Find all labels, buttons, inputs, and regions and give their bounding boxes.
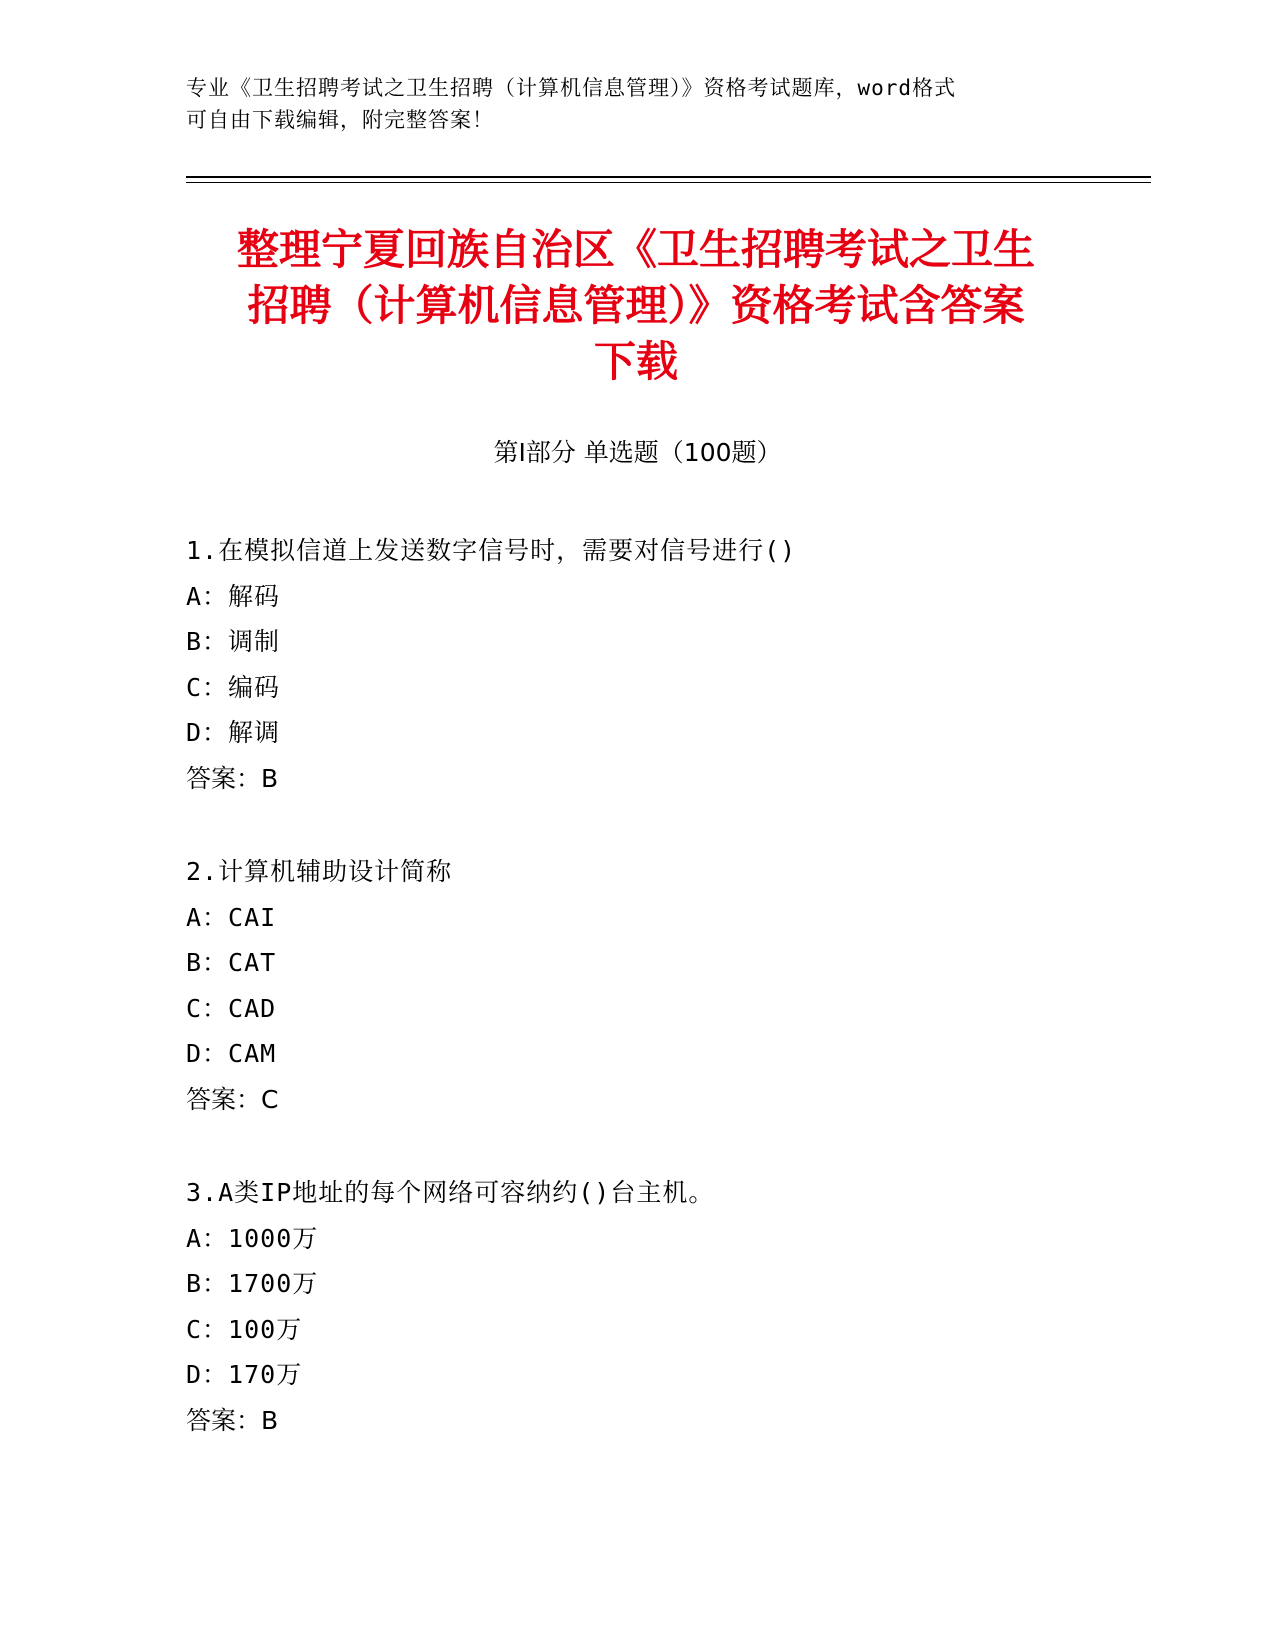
- option-a: A：解码: [186, 581, 281, 611]
- question-3: [186, 1170, 1146, 1443]
- question-stem: 2.计算机辅助设计简称: [186, 857, 453, 886]
- option-b: B：调制: [186, 627, 281, 656]
- document-title: [186, 222, 1086, 390]
- question-list: [186, 528, 1146, 1491]
- option-d: D：170万: [186, 1360, 303, 1389]
- option-a: A：CAI: [186, 902, 277, 932]
- question-2: [186, 849, 1146, 1122]
- document-title-line-2: 招聘（计算机信息管理）》资格考试含答案: [247, 281, 1025, 330]
- option-d: D：解调: [186, 718, 281, 747]
- option-c: C：编码: [186, 672, 281, 702]
- document-title-line-3: 下载: [593, 337, 678, 386]
- question-stem: 3.A类IP地址的每个网络可容纳约()台主机。: [186, 1178, 715, 1207]
- option-b: B：1700万: [186, 1269, 319, 1298]
- answer: 答案：C: [186, 1084, 279, 1114]
- answer: 答案：B: [186, 763, 279, 793]
- section-heading: 第Ⅰ部分 单选题（100题）: [493, 438, 782, 467]
- answer: 答案：B: [186, 1405, 279, 1435]
- document-title-line-1: 整理宁夏回族自治区《卫生招聘考试之卫生: [236, 225, 1035, 274]
- question-1: [186, 528, 1146, 801]
- option-c: C：CAD: [186, 993, 277, 1023]
- option-d: D：CAM: [186, 1039, 277, 1068]
- header-rule-thick: [186, 176, 1151, 178]
- option-b: B：CAT: [186, 948, 277, 977]
- header-note-line-1: 专业《卫生招聘考试之卫生招聘（计算机信息管理）》资格考试题库，word格式: [186, 76, 957, 100]
- option-a: A：1000万: [186, 1223, 319, 1253]
- header-rule-thin: [186, 182, 1151, 183]
- option-c: C：100万: [186, 1314, 303, 1344]
- question-stem: 1.在模拟信道上发送数字信号时，需要对信号进行(): [186, 536, 797, 565]
- header-note-line-2: 可自由下载编辑，附完整答案！: [186, 108, 494, 132]
- header-note: [186, 72, 1066, 136]
